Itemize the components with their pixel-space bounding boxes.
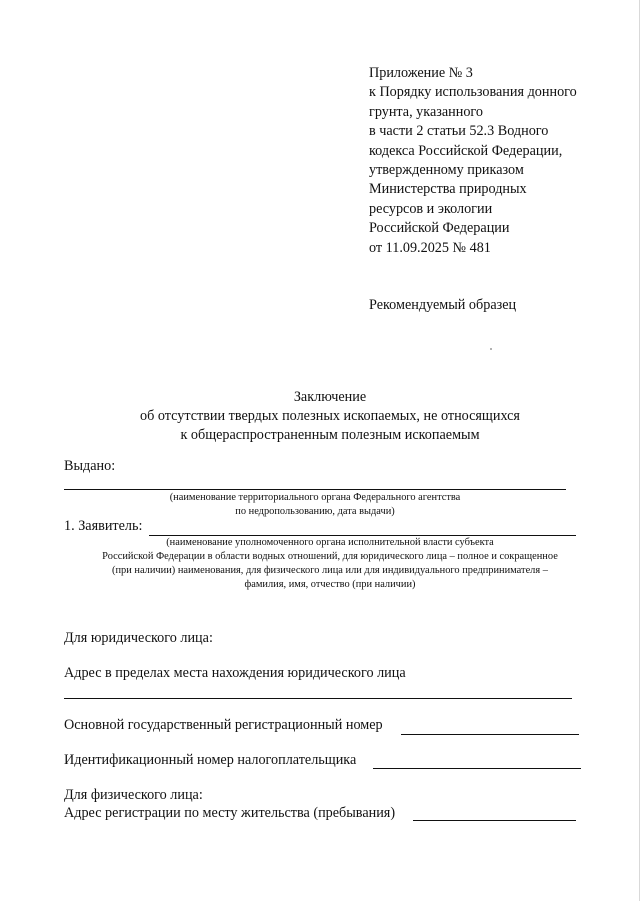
issued-hint-line-1: (наименование территориального органа Федерального агентства xyxy=(169,492,461,503)
applicant-hint-line-1: (наименование уполномоченного органа исполнительной власти субъекта xyxy=(166,537,494,548)
appendix-line: в части 2 статьи 52.3 Водного xyxy=(369,123,549,140)
applicant-hint-line-4: фамилия, имя, отчество (при наличии) xyxy=(244,579,416,590)
issued-label: Выдано: xyxy=(64,458,116,474)
ogrn-fill-line[interactable] xyxy=(401,734,579,735)
appendix-line: к Порядку использования донного xyxy=(369,84,577,101)
individual-address-label: Адрес регистрации по месту жительства (пребывания) xyxy=(64,805,396,821)
applicant-label: 1. Заявитель: xyxy=(64,518,143,534)
appendix-line: Российской Федерации xyxy=(369,220,510,237)
issued-hint xyxy=(64,491,566,519)
ogrn-label: Основной государственный регистрационный номер xyxy=(64,717,383,733)
legal-address-label: Адрес в пределах места нахождения юридического лица xyxy=(64,665,406,681)
applicant-hint-line-3: (при наличии) наименования, для физического лица или для индивидуального предпринимателя – xyxy=(112,565,548,576)
appendix-line: Приложение № 3 xyxy=(369,65,473,81)
applicant-hint-line-2: Российской Федерации в области водных отношений, для юридического лица – полное и сокращенное xyxy=(102,551,558,562)
inn-fill-line[interactable] xyxy=(373,768,581,769)
issued-fill-line[interactable] xyxy=(64,489,566,490)
legal-address-fill-line[interactable] xyxy=(64,698,572,699)
appendix-line: от 11.09.2025 № 481 xyxy=(369,239,491,256)
legal-entity-heading: Для юридического лица: xyxy=(64,630,213,646)
appendix-line: Министерства природных xyxy=(369,181,527,198)
recommended-sample-note: Рекомендуемый образец xyxy=(369,297,517,313)
title-line-2: об отсутствии твердых полезных ископаемых, не относящихся xyxy=(140,408,520,424)
appendix-line: кодекса Российской Федерации, xyxy=(369,142,563,159)
appendix-line: утвержденному приказом xyxy=(369,162,524,179)
scan-speck xyxy=(490,348,492,350)
individual-address-fill-line[interactable] xyxy=(413,820,576,821)
inn-label: Идентификационный номер налогоплательщика xyxy=(64,752,357,768)
title-line-3: к общераспространенным полезным ископаемым xyxy=(180,427,480,443)
appendix-line: грунта, указанного xyxy=(369,103,483,120)
appendix-block xyxy=(369,64,601,258)
appendix-line: ресурсов и экологии xyxy=(369,200,493,217)
document-title xyxy=(0,388,640,445)
title-line-1: Заключение xyxy=(293,389,367,405)
applicant-hint xyxy=(30,536,630,592)
issued-hint-line-2: по недропользованию, дата выдачи) xyxy=(235,506,395,517)
individual-heading: Для физического лица: xyxy=(64,787,203,803)
